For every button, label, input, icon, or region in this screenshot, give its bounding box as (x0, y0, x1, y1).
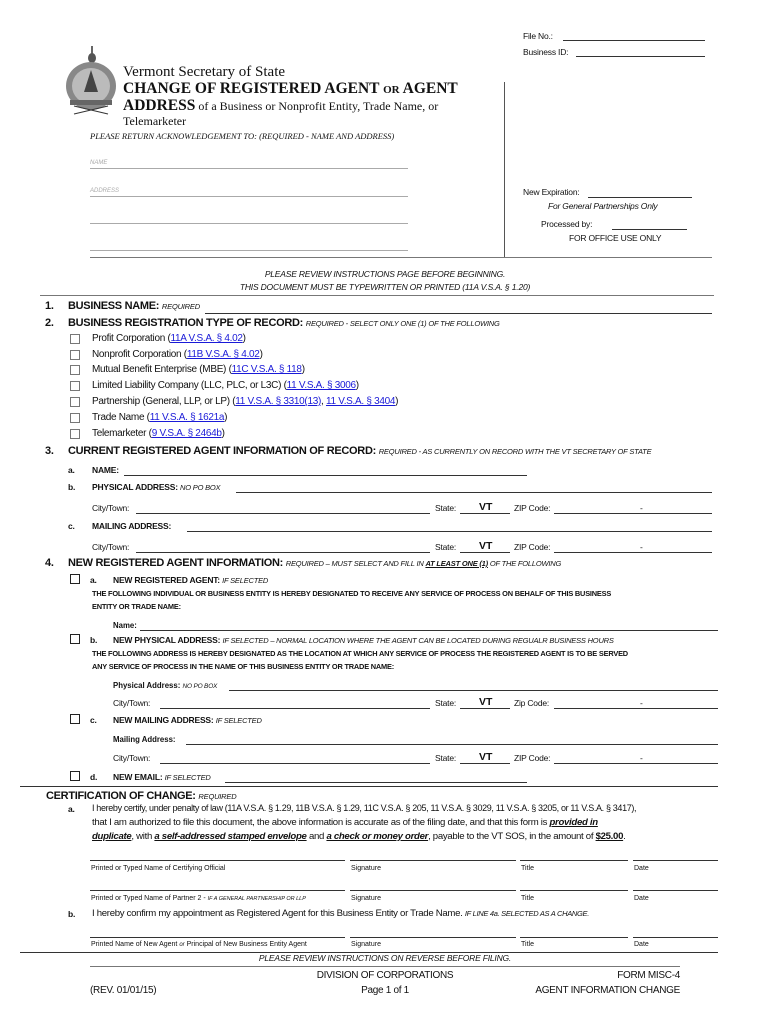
zip-dash: - (640, 753, 643, 763)
certifying-official-signature-field[interactable] (350, 860, 516, 861)
current-agent-label: CURRENT REGISTERED AGENT INFORMATION OF RECORD: (68, 445, 376, 457)
option-label: Limited Liability Company (LLC, PLC, or L3C) ( (92, 380, 287, 391)
business-id-label: Business ID: (523, 47, 569, 57)
item-c: c. (68, 521, 75, 531)
cert-text: . (623, 831, 626, 842)
new-physical-text-2: ANY SERVICE OF PROCESS IN THE NAME OF THIS BUSINESS ENTITY OR TRADE NAME: (92, 662, 395, 671)
new-mailing-address-label: NEW MAILING ADDRESS: (113, 715, 214, 725)
signature-label: Signature (351, 865, 381, 872)
statute-link[interactable]: 9 V.S.A. § 2464b (151, 428, 222, 439)
certifying-official-date-field[interactable] (633, 860, 718, 861)
return-name-field[interactable] (90, 168, 408, 169)
new-email-label-text: NEW EMAIL: (113, 772, 163, 782)
revision-date: (REV. 01/01/15) (90, 985, 157, 996)
agent-confirmation-text (92, 908, 589, 919)
option-partnership (92, 396, 398, 407)
statute-link[interactable]: 11 V.S.A. § 3404 (325, 396, 396, 407)
required-note: REQUIRED - AS CURRENTLY ON RECORD WITH THE VT SECRETARY OF STATE (378, 447, 652, 456)
zip-dash: - (640, 698, 643, 708)
section-3-label (68, 445, 651, 457)
section-2-number: 2. (45, 317, 54, 329)
page-number: Page 1 of 1 (361, 985, 409, 996)
item-d: d. (90, 772, 98, 782)
new-agent-info-label: NEW REGISTERED AGENT INFORMATION: (68, 557, 283, 569)
partner2-title-field[interactable] (520, 890, 628, 891)
certifying-official-name-field[interactable] (90, 860, 345, 861)
required-note: REQUIRED (161, 302, 200, 311)
vermont-seal-logo (62, 44, 120, 118)
zip-dash: - (640, 542, 643, 552)
option-trade-name (92, 412, 227, 423)
city-label: City/Town: (92, 503, 130, 513)
partner2-signature-field[interactable] (350, 890, 516, 891)
current-mailing-zip-field[interactable] (554, 552, 712, 553)
mbe-checkbox[interactable] (70, 365, 80, 375)
new-physical-checkbox[interactable] (70, 634, 80, 644)
current-physical-zip-field[interactable] (554, 513, 712, 514)
new-email-checkbox[interactable] (70, 771, 80, 781)
item-b: b. (68, 909, 76, 919)
signature-label: Signature (351, 895, 381, 902)
paren: ) (395, 396, 399, 407)
current-mailing-city-field[interactable] (136, 552, 430, 553)
file-no-field[interactable] (563, 40, 705, 41)
new-physical-address-label-row (113, 681, 217, 690)
telemarketer-checkbox[interactable] (70, 429, 80, 439)
option-nonprofit-corporation (92, 349, 263, 360)
current-mailing-field[interactable] (187, 531, 712, 532)
state-label: State: (435, 698, 457, 708)
file-no-label: File No.: (523, 31, 553, 41)
nonprofit-corporation-checkbox[interactable] (70, 350, 80, 360)
new-agent-title-field[interactable] (520, 937, 628, 938)
new-agent-text-1: THE FOLLOWING INDIVIDUAL OR BUSINESS ENTITY IS HEREBY DESIGNATED TO RECEIVE ANY SERVICE OF PROCESS ON BEHALF OF THIS BUSINESS (92, 589, 612, 598)
new-physical-city-field[interactable] (160, 708, 430, 709)
statute-link[interactable]: 11 V.S.A. § 3310(13) (235, 396, 322, 407)
title-or: OR (383, 84, 400, 96)
business-id-field[interactable] (576, 56, 705, 57)
business-name-field[interactable] (205, 313, 712, 314)
header-divider (90, 257, 712, 258)
no-po-box-note: NO PO BOX (182, 683, 218, 690)
current-physical-city-field[interactable] (136, 513, 430, 514)
if-selected-note: IF SELECTED (215, 716, 262, 725)
business-name-label: BUSINESS NAME: (68, 300, 160, 312)
date-label: Date (634, 941, 649, 948)
paren: ) (301, 364, 305, 375)
cert-emphasis: provided in (549, 817, 598, 828)
new-physical-zip-field[interactable] (554, 708, 718, 709)
partner2-note: IF A GENERAL PARTNERSHIP OR LLP (207, 896, 306, 902)
state-value: VT (479, 751, 493, 763)
required-note: REQUIRED – MUST SELECT AND FILL IN (285, 559, 426, 568)
option-label: Partnership (General, LLP, or LP) ( (92, 396, 236, 407)
item-b: b. (90, 635, 98, 645)
fee-amount: $25.00 (595, 831, 624, 842)
instructions-divider (40, 295, 714, 296)
paren: ) (242, 333, 246, 344)
section-3-number: 3. (45, 445, 54, 457)
new-physical-address-field[interactable] (229, 690, 718, 691)
statute-link[interactable]: 11 V.S.A. § 3006 (286, 380, 356, 391)
option-profit-corporation (92, 333, 246, 344)
cert-text: that I am authorized to file this document, the above information is accurate as of the filing date, and that this form is (92, 817, 550, 828)
divider (504, 82, 505, 257)
division-name: DIVISION OF CORPORATIONS (316, 970, 454, 981)
office-use-note: FOR OFFICE USE ONLY (569, 233, 662, 243)
required-emphasis: AT LEAST ONE (1) (425, 559, 488, 568)
cert-text: and (306, 831, 327, 842)
required-note: REQUIRED (198, 792, 237, 801)
partnership-checkbox[interactable] (70, 397, 80, 407)
option-label: Trade Name ( (92, 412, 150, 423)
new-expiration-field[interactable] (588, 197, 692, 198)
date-label: Date (634, 895, 649, 902)
cert-emphasis: a check or money order (326, 831, 429, 842)
trade-name-checkbox[interactable] (70, 413, 80, 423)
new-mailing-label (113, 715, 262, 725)
review-reverse-note: PLEASE REVIEW INSTRUCTIONS ON REVERSE BEFORE FILING. (258, 953, 512, 963)
section-1-label (68, 300, 200, 312)
state-label: State: (435, 503, 457, 513)
gp-only-note: For General Partnerships Only (548, 201, 658, 211)
required-note-end: OF THE FOLLOWING (487, 559, 562, 568)
new-agent-printed-name-field[interactable] (90, 937, 345, 938)
paren: ) (259, 349, 263, 360)
title-label: Title (521, 895, 534, 902)
new-agent-name-field[interactable] (140, 630, 718, 631)
paren: ) (224, 412, 228, 423)
current-mailing-label: MAILING ADDRESS: (92, 521, 172, 531)
section-divider (20, 786, 718, 787)
new-mailing-address-field[interactable] (186, 744, 718, 745)
sig2-name-label (91, 895, 306, 902)
instructions-line1: PLEASE REVIEW INSTRUCTIONS PAGE BEFORE BEGINNING. (264, 269, 506, 279)
current-name-field[interactable] (124, 475, 527, 476)
certification-text-3 (92, 831, 625, 842)
sig3-or: or (179, 942, 185, 948)
section-2-label (68, 317, 500, 329)
confirmation-note: IF LINE 4a. SELECTED AS A CHANGE. (464, 909, 590, 918)
llc-checkbox[interactable] (70, 381, 80, 391)
state-field (460, 708, 510, 709)
new-mailing-checkbox[interactable] (70, 714, 80, 724)
return-name-placeholder: NAME (90, 160, 108, 166)
date-label: Date (634, 865, 649, 872)
state-label: State: (435, 753, 457, 763)
statute-link[interactable]: 11B V.S.A. § 4.02 (186, 349, 260, 360)
item-a: a. (90, 575, 97, 585)
title-label: Title (521, 865, 534, 872)
return-address-placeholder: ADDRESS (90, 188, 120, 194)
signature-label: Signature (351, 941, 381, 948)
return-to-label: PLEASE RETURN ACKNOWLEDGEMENT TO: (REQUIRED - NAME AND ADDRESS) (90, 131, 395, 141)
sig3-name-label (91, 941, 307, 948)
state-field (460, 513, 510, 514)
section-1-number: 1. (45, 300, 54, 312)
certification-text-2 (92, 817, 598, 828)
separator: , (321, 396, 326, 407)
partner2-name-field[interactable] (90, 890, 345, 891)
new-physical-text-1: THE FOLLOWING ADDRESS IS HEREBY DESIGNATED AS THE LOCATION AT WHICH ANY SERVICE OF PROCESS THE REGISTERED AGENT IS TO BE SERVED (92, 649, 628, 658)
new-agent-label (113, 575, 268, 585)
current-name-label: NAME: (92, 465, 119, 475)
option-label: Telemarketer ( (92, 428, 152, 439)
new-agent-date-field[interactable] (633, 937, 718, 938)
paren: ) (221, 428, 225, 439)
new-registered-agent-label: NEW REGISTERED AGENT: (113, 575, 220, 585)
return-address-field-1[interactable] (90, 196, 408, 197)
option-label: Nonprofit Corporation ( (92, 349, 187, 360)
item-c: c. (90, 715, 97, 725)
title-text: CHANGE OF REGISTERED AGENT (123, 80, 380, 97)
new-agent-signature-field[interactable] (350, 937, 516, 938)
zip-label: ZIP Code: (514, 542, 551, 552)
return-address-field-3[interactable] (90, 250, 408, 251)
profit-corporation-checkbox[interactable] (70, 334, 80, 344)
new-email-label (113, 772, 211, 782)
new-email-field[interactable] (225, 782, 527, 783)
new-mailing-zip-field[interactable] (554, 763, 718, 764)
registration-type-label: BUSINESS REGISTRATION TYPE OF RECORD: (68, 317, 303, 329)
state-label: State: (435, 542, 457, 552)
cert-text: , with (131, 831, 155, 842)
title-agent: AGENT (402, 80, 458, 97)
option-label: Mutual Benefit Enterprise (MBE) ( (92, 364, 232, 375)
no-po-box-note: NO PO BOX (180, 483, 221, 492)
zip-dash: - (640, 503, 643, 513)
option-telemarketer (92, 428, 225, 439)
item-b: b. (68, 482, 76, 492)
cert-text: , payable to the VT SOS, in the amount of (428, 831, 596, 842)
current-physical-field[interactable] (236, 492, 712, 493)
new-agent-name-label: Name: (113, 621, 137, 630)
processed-by-field[interactable] (612, 229, 687, 230)
required-note: REQUIRED - SELECT ONLY ONE (1) OF THE FOLLOWING (305, 319, 500, 328)
certification-label (46, 790, 236, 802)
section-4-label (68, 557, 561, 569)
form-title (123, 80, 458, 98)
new-mailing-city-field[interactable] (160, 763, 430, 764)
subtitle-text: of a Business or Nonprofit Entity, Trade Name, or (198, 99, 439, 113)
certifying-official-title-field[interactable] (520, 860, 628, 861)
title-label: Title (521, 941, 534, 948)
form-name: AGENT INFORMATION CHANGE (535, 985, 680, 996)
current-physical-label (92, 482, 220, 492)
form-number: FORM MISC-4 (617, 970, 680, 981)
state-field (460, 763, 510, 764)
cert-emphasis: a self-addressed stamped envelope (154, 831, 307, 842)
agency-name: Vermont Secretary of State (123, 64, 286, 80)
if-selected-note: IF SELECTED (222, 576, 269, 585)
city-label: City/Town: (113, 698, 151, 708)
physical-address-label: Physical Address: (113, 681, 181, 690)
zip-label: ZIP Code: (514, 753, 551, 763)
instructions-line2: THIS DOCUMENT MUST BE TYPEWRITTEN OR PRINTED (11A V.S.A. § 1.20) (239, 282, 531, 292)
option-llc (92, 380, 359, 391)
if-selected-note: IF SELECTED – NORMAL LOCATION WHERE THE AGENT CAN BE LOCATED DURING REGUALR BUSINESS HOURS (222, 636, 614, 645)
city-label: City/Town: (92, 542, 130, 552)
option-label: Profit Corporation ( (92, 333, 171, 344)
new-expiration-label: New Expiration: (523, 187, 580, 197)
new-physical-address-label: NEW PHYSICAL ADDRESS: (113, 635, 221, 645)
certification-title: CERTIFICATION OF CHANGE: (46, 790, 196, 802)
processed-by-label: Processed by: (541, 219, 593, 229)
physical-address-label: PHYSICAL ADDRESS: (92, 482, 178, 492)
item-a: a. (68, 465, 75, 475)
state-field (460, 552, 510, 553)
paren: ) (355, 380, 359, 391)
form-subtitle (123, 97, 438, 115)
return-address-field-2[interactable] (90, 223, 408, 224)
footer-rule (90, 966, 680, 967)
subtitle-line2: Telemarketer (123, 114, 187, 128)
zip-label: ZIP Code: (514, 503, 551, 513)
new-agent-text-2: ENTITY OR TRADE NAME: (92, 602, 181, 611)
certification-text-1: I hereby certify, under penalty of law (11A V.S.A. § 1.29, 11B V.S.A. § 1.29, 11C V.S.A. § 205, 11 V.S.A. § 3029, 11 V.S.A. § 3205, or 11 V.S.A. § 3417), (92, 803, 637, 813)
option-mbe (92, 364, 305, 375)
item-a: a. (68, 804, 75, 814)
cert-emphasis: duplicate (92, 831, 132, 842)
statute-link[interactable]: 11 V.S.A. § 1621a (149, 412, 225, 423)
confirmation-text: I hereby confirm my appointment as Registered Agent for this Business Entity or Trade Name. (92, 908, 463, 919)
statute-link[interactable]: 11A V.S.A. § 4.02 (170, 333, 243, 344)
title-address: ADDRESS (123, 97, 196, 114)
sig3-text: Printed Name of New Agent (91, 941, 180, 948)
mailing-address-label: Mailing Address: (113, 735, 176, 744)
partner2-date-field[interactable] (633, 890, 718, 891)
new-agent-checkbox[interactable] (70, 574, 80, 584)
state-value: VT (479, 696, 493, 708)
new-physical-label (113, 635, 614, 645)
sig3-text: Principal of New Business Entity Agent (184, 941, 307, 948)
statute-link[interactable]: 11C V.S.A. § 118 (231, 364, 302, 375)
if-selected-note: IF SELECTED (164, 773, 211, 782)
state-value: VT (479, 501, 493, 513)
section-4-number: 4. (45, 557, 54, 569)
zip-label: Zip Code: (514, 698, 550, 708)
partner2-label: Printed or Typed Name of Partner 2 - (91, 895, 208, 902)
sig1-name-label: Printed or Typed Name of Certifying Official (91, 865, 226, 872)
state-value: VT (479, 540, 493, 552)
city-label: City/Town: (113, 753, 151, 763)
